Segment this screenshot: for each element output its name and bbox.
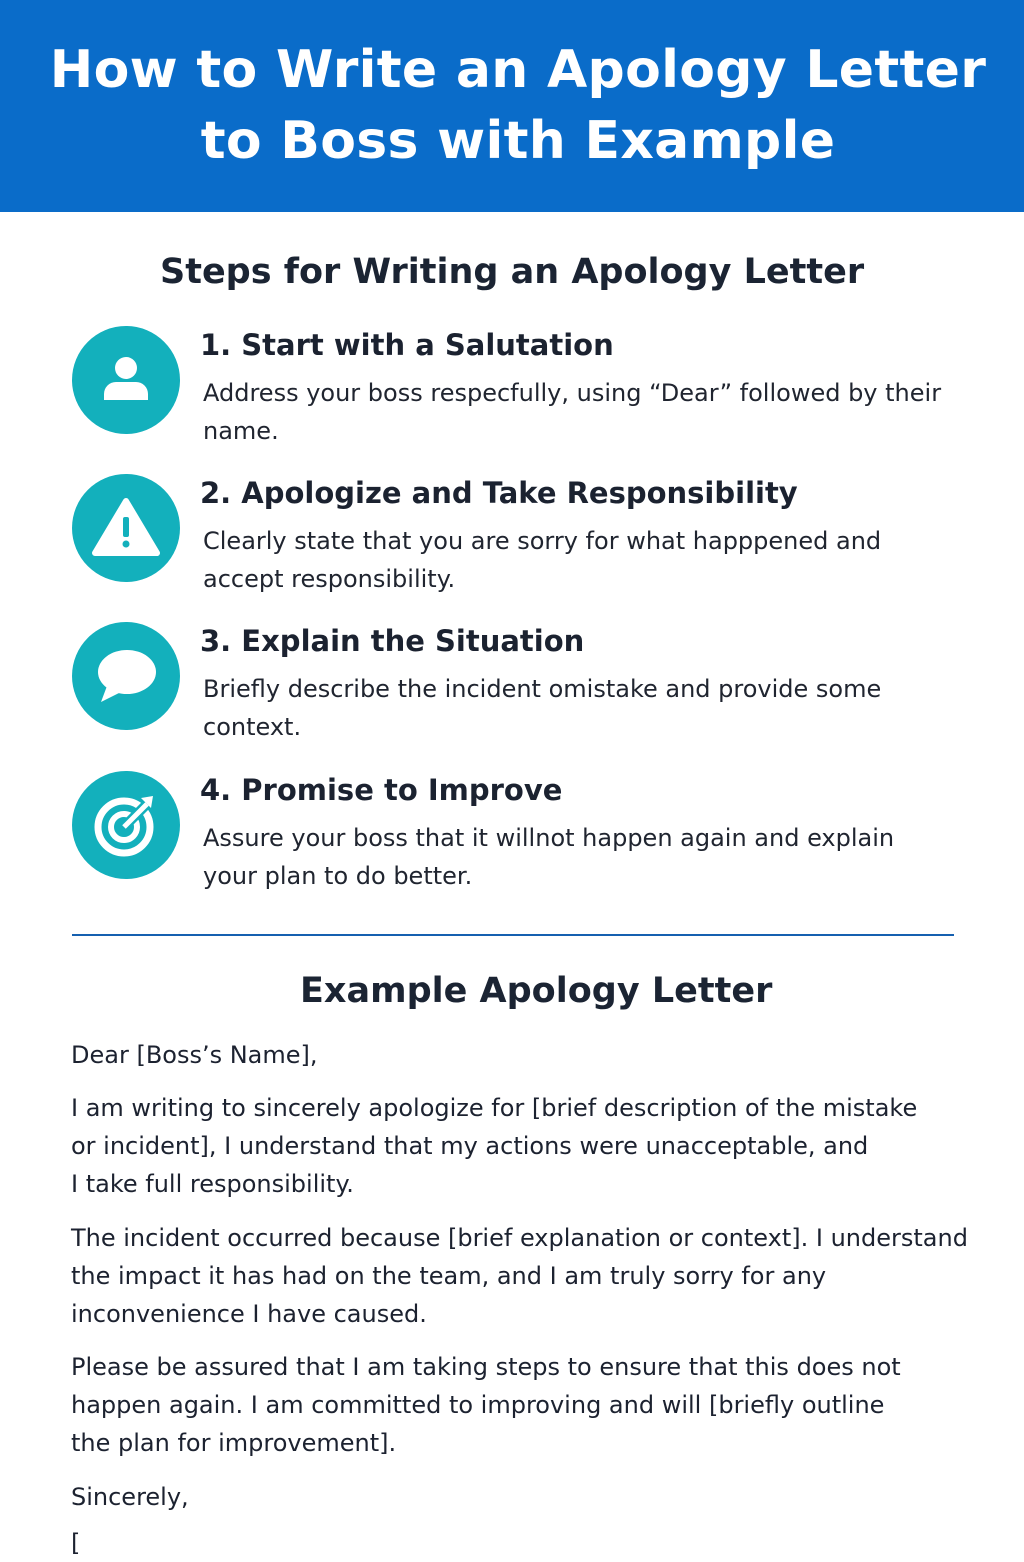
example-heading: Example Apology Letter <box>300 971 773 1011</box>
letter-signature: [ <box>71 1529 81 1557</box>
page-header <box>0 0 1024 212</box>
step-2 <box>72 474 972 604</box>
speech-bubble-icon <box>72 622 180 730</box>
letter-paragraph: I am writing to sincerely apologize for [brief description of the mistake or incident], I understand that my actions were unacceptable, and I take full responsibility. <box>71 1094 918 1198</box>
step-title: 3. Explain the Situation <box>200 624 585 658</box>
step-title: 4. Promise to Improve <box>200 773 563 807</box>
step-title: 2. Apologize and Take Responsibility <box>200 476 798 510</box>
step-description: Clearly state that you are sorry for what happpened and accept responsibility. <box>203 527 882 593</box>
step-3 <box>72 622 972 752</box>
target-icon <box>72 771 180 879</box>
step-description: Briefly describe the incident omistake and provide some context. <box>203 675 882 741</box>
letter-closing: Sincerely, <box>71 1483 189 1511</box>
letter-paragraph: Please be assured that I am taking steps to ensure that this does not happen again. I am committed to improving and will [briefly outline the plan for improvement]. <box>71 1353 901 1457</box>
letter-salutation: Dear [Boss’s Name], <box>71 1041 318 1069</box>
step-4 <box>72 771 972 901</box>
warning-icon <box>72 474 180 582</box>
step-description: Assure your boss that it willnot happen again and explain your plan to do better. <box>203 824 895 890</box>
steps-heading: Steps for Writing an Apology Letter <box>160 252 865 292</box>
step-title: 1. Start with a Salutation <box>200 328 614 362</box>
user-icon <box>72 326 180 434</box>
step-1 <box>72 326 972 456</box>
letter-paragraph: The incident occurred because [brief explanation or context]. I understand the impact it has had on the team, and I am truly sorry for any inconvenience I have caused. <box>71 1224 968 1328</box>
step-description: Address your boss respecfully, using “Dear” followed by their name. <box>203 379 942 445</box>
page-title: How to Write an Apology Letter to Boss with Example <box>49 40 987 171</box>
section-divider <box>72 934 954 936</box>
